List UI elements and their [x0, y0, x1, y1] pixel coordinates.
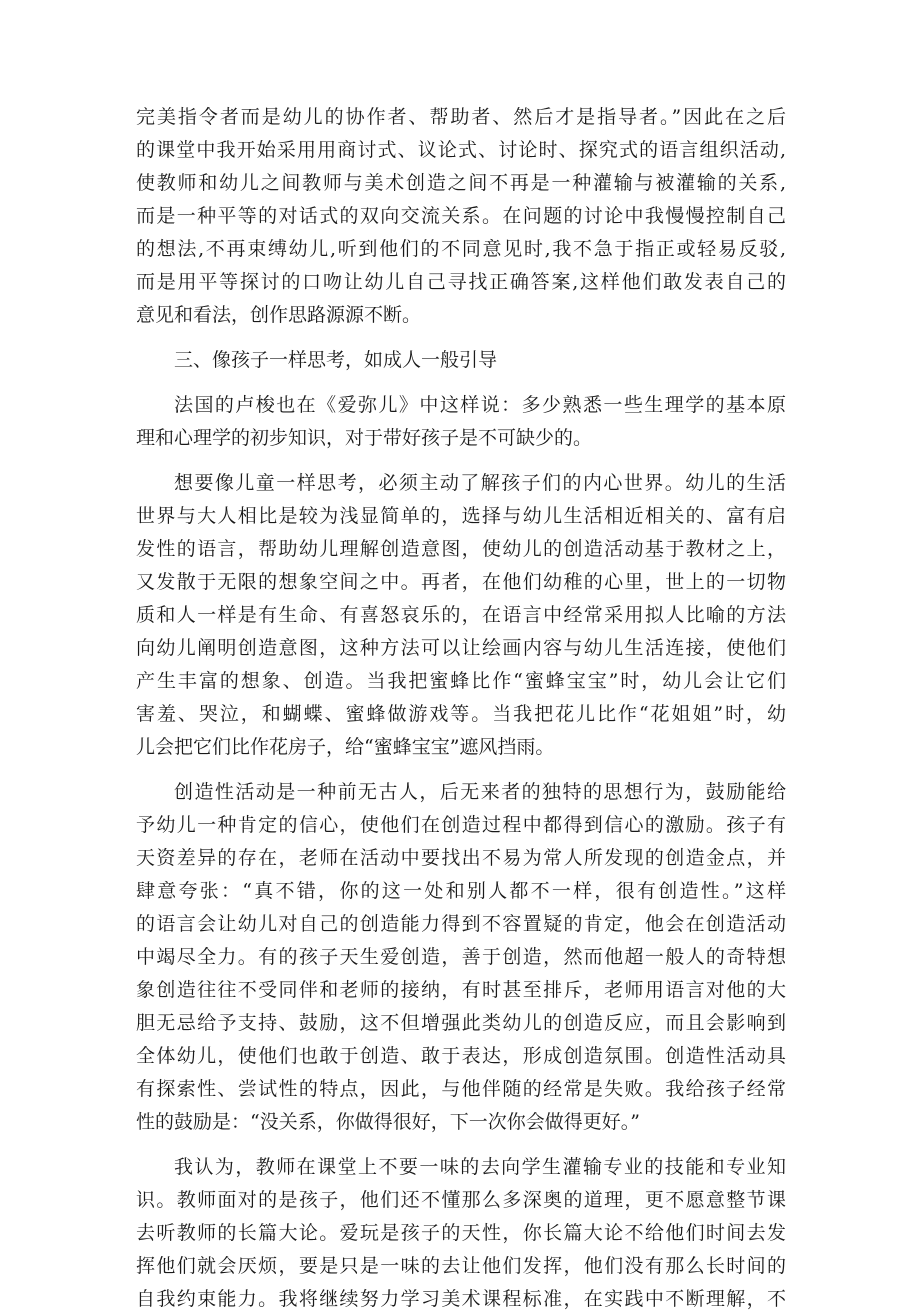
text-line: 识。教师面对的是孩子，他们还不懂那么多深奥的道理，更不愿意整节课 — [136, 1189, 786, 1211]
text-line: 害羞、哭泣，和蝴蝶、蜜蜂做游戏等。当我把花儿比作“花姐姐”时，幼 — [136, 703, 786, 725]
text-line: 自我约束能力。我将继续努力学习美术课程标准，在实践中不断理解，不 — [136, 1288, 786, 1310]
paragraph-spacer — [136, 377, 786, 389]
text-line: 意见和看法，创作思路源源不断。 — [136, 304, 422, 326]
paragraph — [136, 344, 786, 377]
text-line: 我认为，教师在课堂上不要一味的去向学生灌输专业的技能和专业知 — [174, 1156, 786, 1178]
text-line: 肆意夸张：“真不错，你的这一处和别人都不一样，很有创造性。”这样 — [136, 880, 786, 902]
paragraph — [136, 101, 786, 332]
text-line: 法国的卢梭也在《爱弥儿》中这样说：多少熟悉一些生理学的基本原 — [174, 394, 786, 416]
text-line: 全体幼儿，使他们也敢于创造、敢于表达，形成创造氛围。创造性活动具 — [136, 1045, 786, 1067]
text-line: 而是一种平等的对话式的双向交流关系。在问题的讨论中我慢慢控制自己 — [136, 205, 786, 227]
text-line: 的语言会让幼儿对自己的创造能力得到不容置疑的肯定，他会在创造活动 — [136, 913, 786, 935]
text-line: 发性的语言，帮助幼儿理解创造意图，使幼儿的创造活动基于教材之上， — [136, 538, 786, 560]
text-line: 三、像孩子一样思考，如成人一般引导 — [174, 349, 498, 371]
text-line: 质和人一样是有生命、有喜怒哀乐的，在语言中经常采用拟人比喻的方法 — [136, 604, 786, 626]
paragraph-spacer — [136, 332, 786, 344]
text-line: 予幼儿一种肯定的信心，使他们在创造过程中都得到信心的激励。孩子有 — [136, 814, 786, 836]
paragraph — [136, 467, 786, 764]
paragraph — [136, 389, 786, 455]
text-line: 象创造往往不受同伴和老师的接纳，有时甚至排斥，老师用语言对他的大 — [136, 979, 786, 1001]
text-line: 的想法,不再束缚幼儿,听到他们的不同意见时,我不急于指正或轻易反驳, — [136, 238, 786, 260]
paragraph — [136, 1151, 786, 1316]
text-line: 的课堂中我开始采用用商讨式、议论式、讨论时、探究式的语言组织活动, — [136, 139, 786, 161]
text-line: 想要像儿童一样思考，必须主动了解孩子们的内心世界。幼儿的生活 — [174, 472, 786, 494]
text-line: 使教师和幼儿之间教师与美术创造之间不再是一种灌输与被灌输的关系, — [136, 172, 786, 194]
text-line: 创造性活动是一种前无古人，后无来者的独特的思想行为，鼓励能给 — [174, 781, 786, 803]
paragraph-spacer — [136, 455, 786, 467]
text-line: 完美指令者而是幼儿的协作者、帮助者、然后才是指导者。”因此在之后 — [136, 106, 786, 128]
text-line: 中竭尽全力。有的孩子天生爱创造，善于创造，然而他超一般人的奇特想 — [136, 946, 786, 968]
text-line: 又发散于无限的想象空间之中。再者，在他们幼稚的心里，世上的一切物 — [136, 571, 786, 593]
paragraph-spacer — [136, 1139, 786, 1151]
paragraph — [136, 776, 786, 1139]
text-line: 而是用平等探讨的口吻让幼儿自己寻找正确答案,这样他们敢发表自己的 — [136, 271, 786, 293]
text-line: 胆无忌给予支持、鼓励，这不但增强此类幼儿的创造反应，而且会影响到 — [136, 1012, 786, 1034]
text-line: 产生丰富的想象、创造。当我把蜜蜂比作“蜜蜂宝宝”时，幼儿会让它们 — [136, 670, 786, 692]
text-line: 去听教师的长篇大论。爱玩是孩子的天性，你长篇大论不给他们时间去发 — [136, 1222, 786, 1244]
text-line: 挥他们就会厌烦，要是只是一味的去让他们发挥，他们没有那么长时间的 — [136, 1255, 786, 1277]
text-line: 理和心理学的初步知识，对于带好孩子是不可缺少的。 — [136, 427, 593, 449]
text-line: 世界与大人相比是较为浅显简单的，选择与幼儿生活相近相关的、富有启 — [136, 505, 786, 527]
text-line: 性的鼓励是：“没关系，你做得很好，下一次你会做得更好。” — [136, 1111, 640, 1133]
document-body — [136, 101, 786, 1316]
text-line: 有探索性、尝试性的特点，因此，与他伴随的经常是失败。我给孩子经常 — [136, 1078, 786, 1100]
text-line: 向幼儿阐明创造意图，这种方法可以让绘画内容与幼儿生活连接，使他们 — [136, 637, 786, 659]
text-line: 儿会把它们比作花房子，给“蜜蜂宝宝”遮风挡雨。 — [136, 736, 555, 758]
text-line: 天资差异的存在，老师在活动中要找出不易为常人所发现的创造金点，并 — [136, 847, 786, 869]
paragraph-spacer — [136, 764, 786, 776]
